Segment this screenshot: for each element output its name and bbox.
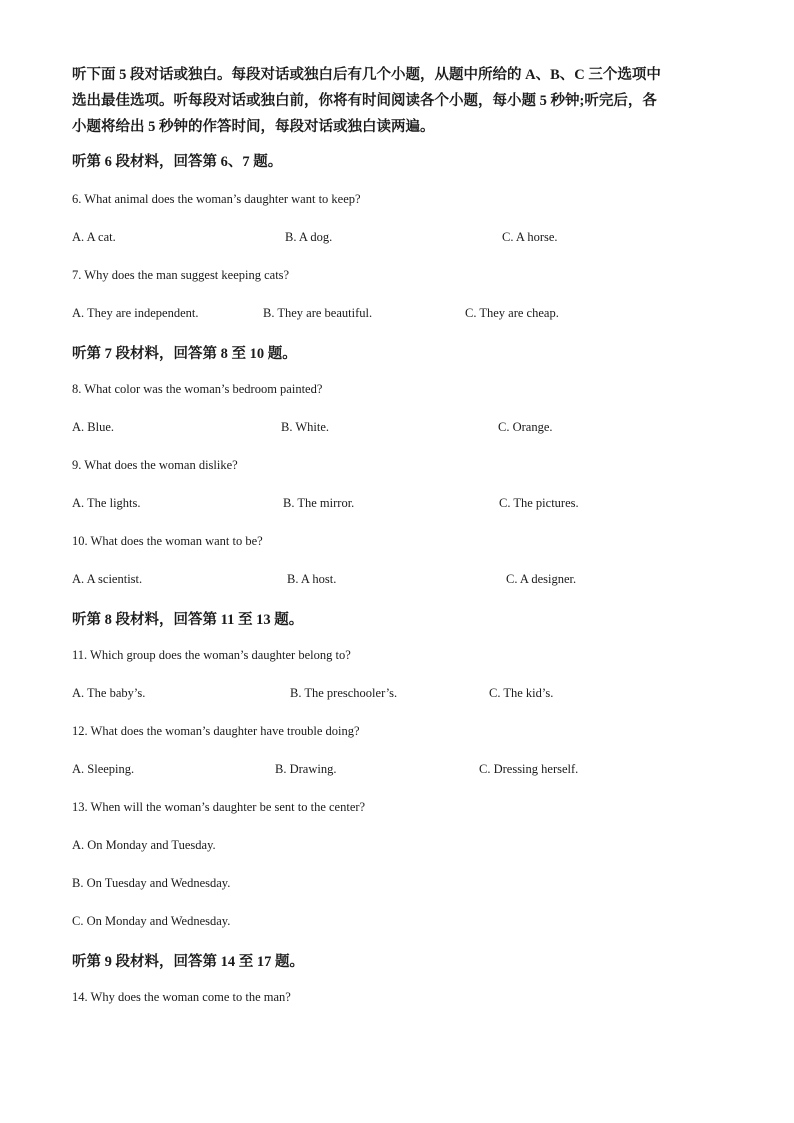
option-c: C. A designer. (506, 572, 577, 586)
option-a: A. The baby’s. (72, 686, 146, 700)
option-c: C. They are cheap. (465, 306, 559, 320)
option-c: C. Dressing herself. (479, 762, 579, 776)
option-b: B. A host. (287, 572, 337, 586)
option-b: B. A dog. (285, 230, 333, 244)
instructions-line-1: 听下面 5 段对话或独白。每段对话或独白后有几个小题，从题中所给的 A、B、C 三个选项中 (72, 67, 661, 83)
option-a: A. A cat. (72, 230, 116, 244)
question-stem: 8. What color was the woman’s bedroom painted? (72, 382, 323, 396)
question-stem: 14. Why does the woman come to the man? (72, 990, 291, 1004)
option-b: B. The mirror. (283, 496, 355, 510)
instructions-line-3: 小题将给出 5 秒钟的作答时间，每段对话或独白读两遍。 (72, 119, 435, 135)
question-stem: 11. Which group does the woman’s daughter belong to? (72, 648, 351, 662)
option-c: C. On Monday and Wednesday. (72, 914, 231, 928)
option-c: C. The pictures. (499, 496, 579, 510)
question-stem: 6. What animal does the woman’s daughter want to keep? (72, 192, 361, 206)
question-stem: 7. Why does the man suggest keeping cats? (72, 268, 290, 282)
option-b: B. On Tuesday and Wednesday. (72, 876, 231, 890)
question-stem: 12. What does the woman’s daughter have trouble doing? (72, 724, 360, 738)
option-b: B. Drawing. (275, 762, 337, 776)
option-a: A. On Monday and Tuesday. (72, 838, 216, 852)
option-c: C. The kid’s. (489, 686, 554, 700)
option-a: A. Sleeping. (72, 762, 135, 776)
option-a: A. Blue. (72, 420, 115, 434)
section-heading: 听第 7 段材料，回答第 8 至 10 题。 (72, 346, 297, 362)
option-c: C. Orange. (498, 420, 553, 434)
question-stem: 10. What does the woman want to be? (72, 534, 263, 548)
section-heading: 听第 8 段材料，回答第 11 至 13 题。 (72, 612, 304, 628)
instructions (72, 62, 726, 140)
section-heading: 听第 9 段材料，回答第 14 至 17 题。 (72, 954, 304, 970)
question-stem: 9. What does the woman dislike? (72, 458, 238, 472)
option-c: C. A horse. (502, 230, 558, 244)
option-b: B. They are beautiful. (263, 306, 373, 320)
option-a: A. The lights. (72, 496, 141, 510)
option-b: B. The preschooler’s. (290, 686, 398, 700)
option-a: A. They are independent. (72, 306, 199, 320)
instructions-line-2: 选出最佳选项。听每段对话或独白前，你将有时间阅读各个小题，每小题 5 秒钟;听完后，各 (72, 93, 657, 109)
option-b: B. White. (281, 420, 330, 434)
option-a: A. A scientist. (72, 572, 143, 586)
section-heading: 听第 6 段材料，回答第 6、7 题。 (72, 154, 283, 170)
question-stem: 13. When will the woman’s daughter be sent to the center? (72, 800, 366, 814)
